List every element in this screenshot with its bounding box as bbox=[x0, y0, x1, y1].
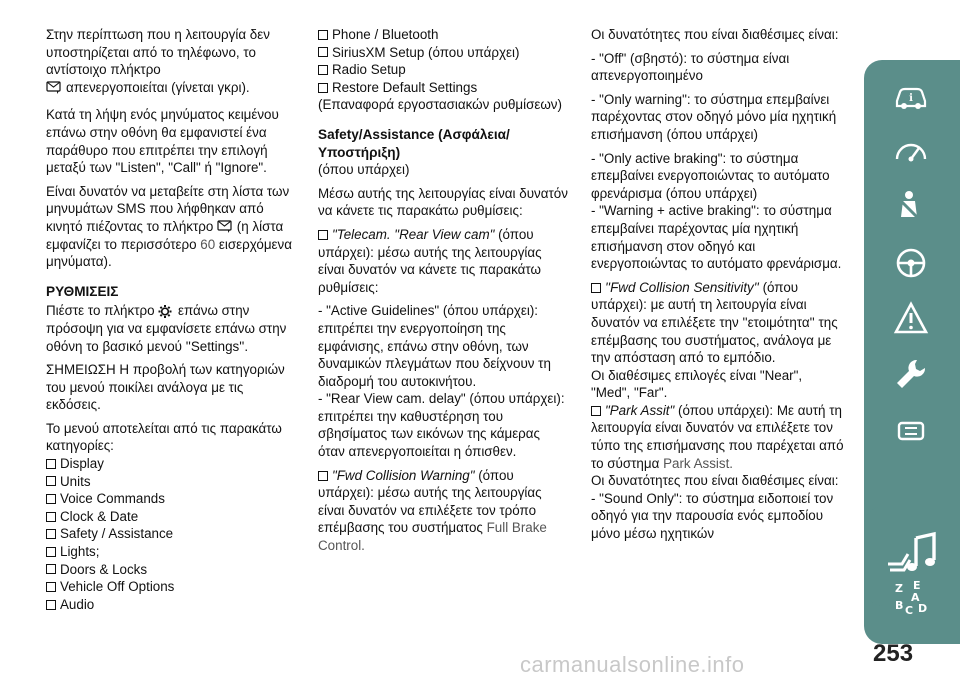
chapter-tab-car-info[interactable] bbox=[880, 70, 942, 120]
paragraph: - "Only active braking": το σύστημα επεμβαίνει ενεργοποιώντας το αυτόματο φρενάρισμα (όπου υπάρχει) bbox=[591, 150, 830, 201]
paragraph: - "Only warning": το σύστημα επεμβαίνει παρέχοντας στον οδηγό μόνο μία ηχητική επισήμανση (όπου υπάρχει) bbox=[591, 91, 837, 142]
steering-icon bbox=[891, 243, 931, 283]
paragraph bbox=[46, 183, 294, 271]
text-column-1 bbox=[46, 26, 294, 613]
paragraph: ΣΗΜΕΙΩΣΗ Η προβολή των κατηγοριών του μενού ποικίλει ανάλογα με τις εκδόσεις. bbox=[46, 362, 285, 413]
paragraph bbox=[318, 226, 570, 296]
tow-icon bbox=[891, 411, 931, 451]
paragraph-text: εισερχόμενα μηνύματα). bbox=[46, 236, 292, 270]
list-item: Voice Commands bbox=[46, 490, 294, 508]
paragraph: Το μενού αποτελείται από τις παρακάτω κατηγορίες: bbox=[46, 420, 282, 454]
paragraph-text: απενεργοποιείται (γίνεται γκρι). bbox=[66, 79, 250, 95]
chapter-sidebar bbox=[864, 60, 960, 644]
wrench-icon bbox=[891, 355, 931, 395]
chapter-tab-maintenance[interactable] bbox=[880, 350, 942, 400]
checkbox-bullet-icon bbox=[318, 83, 328, 93]
list-item: SiriusXM Setup (όπου υπάρχει) bbox=[318, 44, 570, 62]
paragraph bbox=[591, 279, 845, 367]
phone-message-icon bbox=[46, 81, 62, 95]
chapter-tab-safety[interactable] bbox=[880, 182, 942, 232]
chapter-tab-dashboard[interactable] bbox=[880, 126, 942, 176]
section-heading: Safety/Assistance (Ασφάλεια/ Υποστήριξη) bbox=[318, 126, 510, 160]
list-item: Radio Setup bbox=[318, 61, 570, 79]
checkbox-bullet-icon bbox=[318, 471, 328, 481]
paragraph-text: (όπου υπάρχει): Με αυτή τη λειτουργία είναι δυνατόν να επιλέξετε τον τύπο της επισήμανσης που παρέχεται από το σύστημα bbox=[591, 402, 844, 471]
menu-category-list bbox=[46, 455, 294, 613]
checkbox-bullet-icon bbox=[46, 600, 56, 610]
checkbox-bullet-icon bbox=[46, 529, 56, 539]
paragraph-text: (η λίστα εμφανίζει το περισσότερο bbox=[46, 218, 284, 252]
option-name: ''Fwd Collision Sensitivity'' bbox=[605, 279, 759, 295]
chapter-tab-technical[interactable] bbox=[880, 406, 942, 456]
checkbox-bullet-icon bbox=[591, 406, 601, 416]
list-item: Audio bbox=[46, 596, 294, 614]
settings-gear-icon bbox=[158, 304, 174, 319]
svg-text:A: A bbox=[911, 591, 920, 604]
paragraph bbox=[46, 302, 294, 355]
paragraph: Κατά τη λήψη ενός μηνύματος κειμένου επάνω στην οθόνη θα εμφανιστεί ένα παράθυρο που επιτρέπει την επιλογή μεταξύ των "Listen", "Call" ή "Ignore". bbox=[46, 107, 279, 176]
phone-message-icon bbox=[217, 220, 233, 234]
paragraph bbox=[591, 402, 845, 472]
svg-text:Z: Z bbox=[895, 582, 903, 595]
text-column-2 bbox=[318, 26, 570, 561]
watermark: carmanualsonline.info bbox=[520, 652, 745, 677]
list-item: Display bbox=[46, 455, 294, 473]
svg-text:i: i bbox=[909, 93, 913, 104]
checkbox-bullet-icon bbox=[46, 494, 56, 504]
chapter-tab-emergency[interactable] bbox=[880, 294, 942, 344]
option-name: "Fwd Collision Warning" bbox=[332, 467, 475, 483]
svg-text:E: E bbox=[913, 579, 921, 592]
paragraph: - "Rear View cam. delay" (όπου υπάρχει): επιτρέπει την καθυστέρηση του σβησίματος των εικόνων της κάμερας όταν απενεργοποιείται η όπισθεν. bbox=[318, 391, 565, 460]
list-item: Clock & Date bbox=[46, 508, 294, 526]
system-name: Full Brake Control. bbox=[318, 520, 547, 554]
car-info-icon bbox=[891, 75, 931, 115]
text-column-3 bbox=[591, 26, 845, 543]
index-letters-icon bbox=[891, 577, 931, 617]
checkbox-bullet-icon bbox=[318, 230, 328, 240]
paragraph-text: επάνω στην πρόσοψη για να εμφανίσετε επάνω στην οθόνη το βασικό μενού ''Settings''. bbox=[46, 303, 287, 354]
chapter-tab-starting[interactable] bbox=[880, 238, 942, 288]
paragraph-text: Πιέστε το πλήκτρο bbox=[46, 303, 155, 319]
menu-category-list bbox=[318, 26, 570, 96]
paragraph: (Επαναφορά εργοστασιακών ρυθμίσεων) bbox=[318, 97, 562, 113]
paragraph: - "Warning + active braking": το σύστημα επεμβαίνει παρέχοντας μία ηχητική επισήμανση στον οδηγό και ενεργοποιώντας το αυτόματο φρενάρισμα. bbox=[591, 203, 842, 272]
chapter-tab-index[interactable] bbox=[880, 562, 942, 632]
list-item: Units bbox=[46, 473, 294, 491]
heading-note: (όπου υπάρχει) bbox=[318, 162, 410, 178]
paragraph-text: (όπου υπάρχει): μέσω αυτής της λειτουργίας είναι δυνατόν να επιλέξετε τον τρόπο επέμβασης του συστήματος bbox=[318, 467, 542, 536]
page-number: 253 bbox=[873, 640, 914, 667]
paragraph: Οι διαθέσιμες επιλογές είναι "Near", "Med", "Far". bbox=[591, 367, 803, 401]
list-item: Safety / Assistance bbox=[46, 525, 294, 543]
list-item: Vehicle Off Options bbox=[46, 578, 294, 596]
paragraph-text: (όπου υπάρχει): μέσω αυτής της λειτουργίας είναι δυνατόν να κάνετε τις παρακάτω ρυθμίσεις: bbox=[318, 226, 542, 295]
svg-text:D: D bbox=[918, 602, 928, 615]
paragraph-text: (όπου υπάρχει): με αυτή τη λειτουργία είναι δυνατόν να επιλέξετε την ''ετοιμότητα'' της επέμβασης του συστήματος, ανάλογα με την απόσταση από το εμπόδιο. bbox=[591, 279, 838, 366]
checkbox-bullet-icon bbox=[46, 564, 56, 574]
paragraph-text: Είναι δυνατόν να μεταβείτε στη λίστα των μηνυμάτων SMS που λήφθηκαν από κινητό πιέζοντας το πλήκτρο bbox=[46, 183, 290, 234]
paragraph: Οι δυνατότητες που είναι διαθέσιμες είναι: bbox=[591, 27, 839, 42]
option-name: "Park Assit" bbox=[605, 402, 675, 418]
list-item: Doors & Locks bbox=[46, 561, 294, 579]
svg-text:C: C bbox=[905, 604, 914, 617]
paragraph bbox=[318, 467, 570, 555]
paragraph: Μέσω αυτής της λειτουργίας είναι δυνατόν να κάνετε τις παρακάτω ρυθμίσεις: bbox=[318, 185, 568, 219]
list-item: Phone / Bluetooth bbox=[318, 26, 570, 44]
svg-text:B: B bbox=[895, 599, 904, 612]
checkbox-bullet-icon bbox=[46, 512, 56, 522]
checkbox-bullet-icon bbox=[46, 582, 56, 592]
list-item: Restore Default Settings bbox=[318, 79, 570, 97]
dashboard-icon bbox=[891, 131, 931, 171]
checkbox-bullet-icon bbox=[318, 47, 328, 57]
paragraph: - "Active Guidelines" (όπου υπάρχει): επιτρέπει την ενεργοποίηση της εμφάνισης, επάνω στην οθόνη, των δυναμικών πλεγμάτων που δείχνουν τη διαδρομή του αυτοκινήτου. bbox=[318, 303, 551, 389]
checkbox-bullet-icon bbox=[46, 459, 56, 469]
count-value: 60 bbox=[200, 236, 216, 252]
paragraph bbox=[46, 79, 294, 97]
paragraph: - "Sound Only": το σύστημα ειδοποιεί τον οδηγό για την παρουσία ενός εμποδίου μόνο μέσω ηχητικών bbox=[591, 490, 834, 542]
checkbox-bullet-icon bbox=[591, 283, 601, 293]
paragraph: Οι δυνατότητες που είναι διαθέσιμες είναι: bbox=[591, 473, 839, 489]
section-heading: ΡΥΘΜΙΣΕΙΣ bbox=[46, 283, 119, 299]
checkbox-bullet-icon bbox=[46, 547, 56, 557]
paragraph: Στην περίπτωση που η λειτουργία δεν υποστηρίζεται από το τηλέφωνο, το αντίστοιχο πλήκτρο bbox=[46, 27, 270, 78]
checkbox-bullet-icon bbox=[318, 30, 328, 40]
seatbelt-icon bbox=[891, 187, 931, 227]
paragraph: - "Off" (σβηστό): το σύστημα είναι απενεργοποιημένο bbox=[591, 50, 790, 84]
warning-icon bbox=[891, 299, 931, 339]
list-item: Lights; bbox=[46, 543, 294, 561]
checkbox-bullet-icon bbox=[46, 476, 56, 486]
checkbox-bullet-icon bbox=[318, 65, 328, 75]
system-name: Park Assist. bbox=[663, 455, 734, 471]
option-name: "Telecam. "Rear View cam" bbox=[332, 226, 495, 242]
